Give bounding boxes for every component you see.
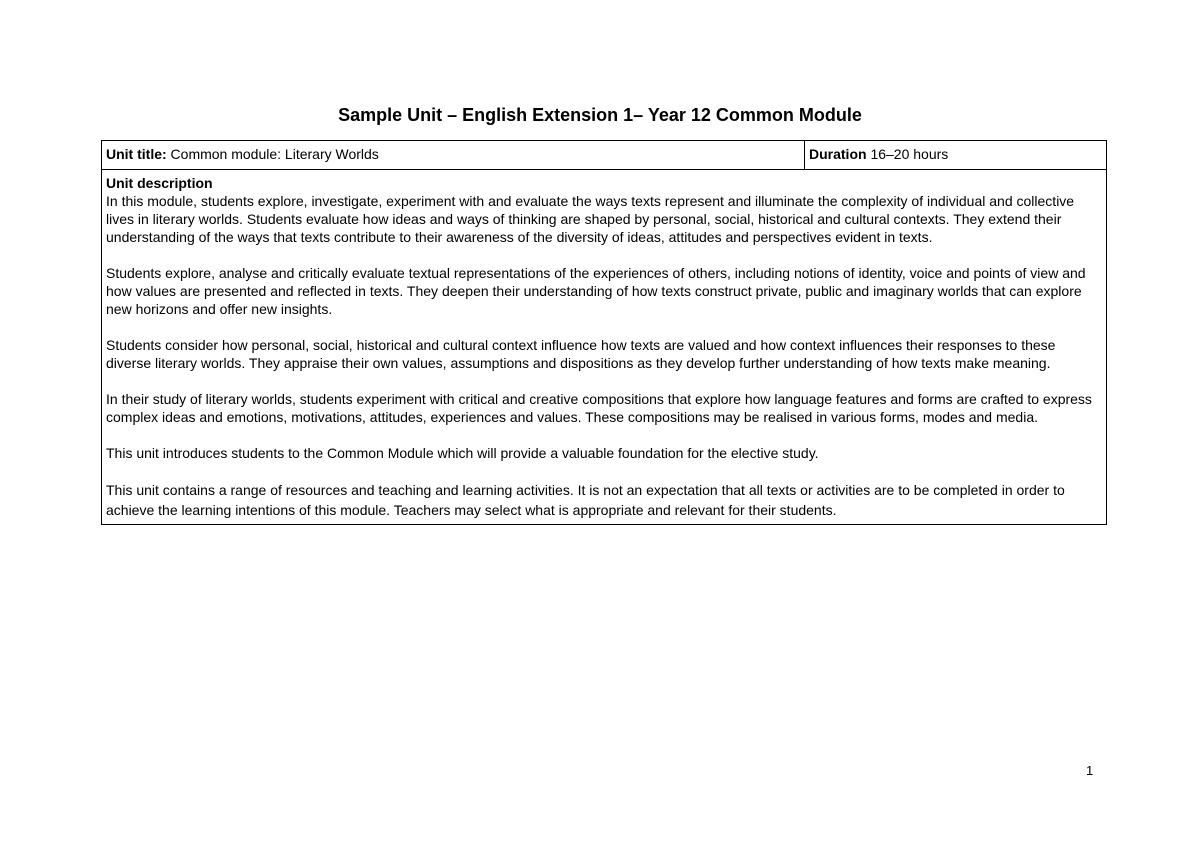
duration-cell bbox=[805, 141, 1107, 170]
description-paragraph: This unit contains a range of resources and teaching and learning activities. It is not an expectation that all texts or activities are to be completed in order to achieve the learning intentions of this module. Teachers may select what is appropriate and relevant for their students. bbox=[106, 482, 1065, 518]
description-paragraph: Students explore, analyse and critically evaluate textual representations of the experiences of others, including notions of identity, voice and points of view and how values are presented and reflected in texts. They deepen their understanding of how texts construct private, public and imaginary worlds that can explore new horizons and offer new insights. bbox=[106, 265, 1086, 317]
unit-description-heading: Unit description bbox=[106, 175, 213, 191]
description-paragraph: In their study of literary worlds, students experiment with critical and creative compositions that explore how language features and forms are crafted to express complex ideas and emotions, motivations, attitudes, experiences and values. These compositions may be realised in various forms, modes and media. bbox=[106, 391, 1092, 425]
description-paragraph: In this module, students explore, investigate, experiment with and evaluate the ways texts represent and illuminate the complexity of individual and collective lives in literary worlds. Students evaluate how ideas and ways of thinking are shaped by personal, social, historical and cultural contexts. They extend their understanding of the ways that texts contribute to their awareness of the diversity of ideas, attitudes and perspectives evident in texts. bbox=[106, 193, 1075, 245]
description-paragraph: This unit introduces students to the Common Module which will provide a valuable foundation for the elective study. bbox=[106, 445, 819, 461]
unit-description-row bbox=[102, 170, 1107, 525]
page-title: Sample Unit – English Extension 1– Year 12 Common Module bbox=[338, 105, 862, 125]
page-number: 1 bbox=[1086, 763, 1094, 778]
unit-table bbox=[101, 140, 1107, 525]
duration-value: 16–20 hours bbox=[866, 146, 949, 162]
unit-header-row bbox=[102, 141, 1107, 170]
unit-description-cell bbox=[102, 170, 1107, 525]
unit-title-cell bbox=[102, 141, 805, 170]
unit-title-label: Unit title: bbox=[106, 146, 167, 162]
duration-label: Duration bbox=[809, 146, 867, 162]
unit-title-value: Common module: Literary Worlds bbox=[166, 146, 379, 162]
description-paragraph: Students consider how personal, social, historical and cultural context influence how texts are valued and how context influences their responses to these diverse literary worlds. They appraise their own values, assumptions and dispositions as they develop further understanding of how texts make meaning. bbox=[106, 337, 1056, 371]
